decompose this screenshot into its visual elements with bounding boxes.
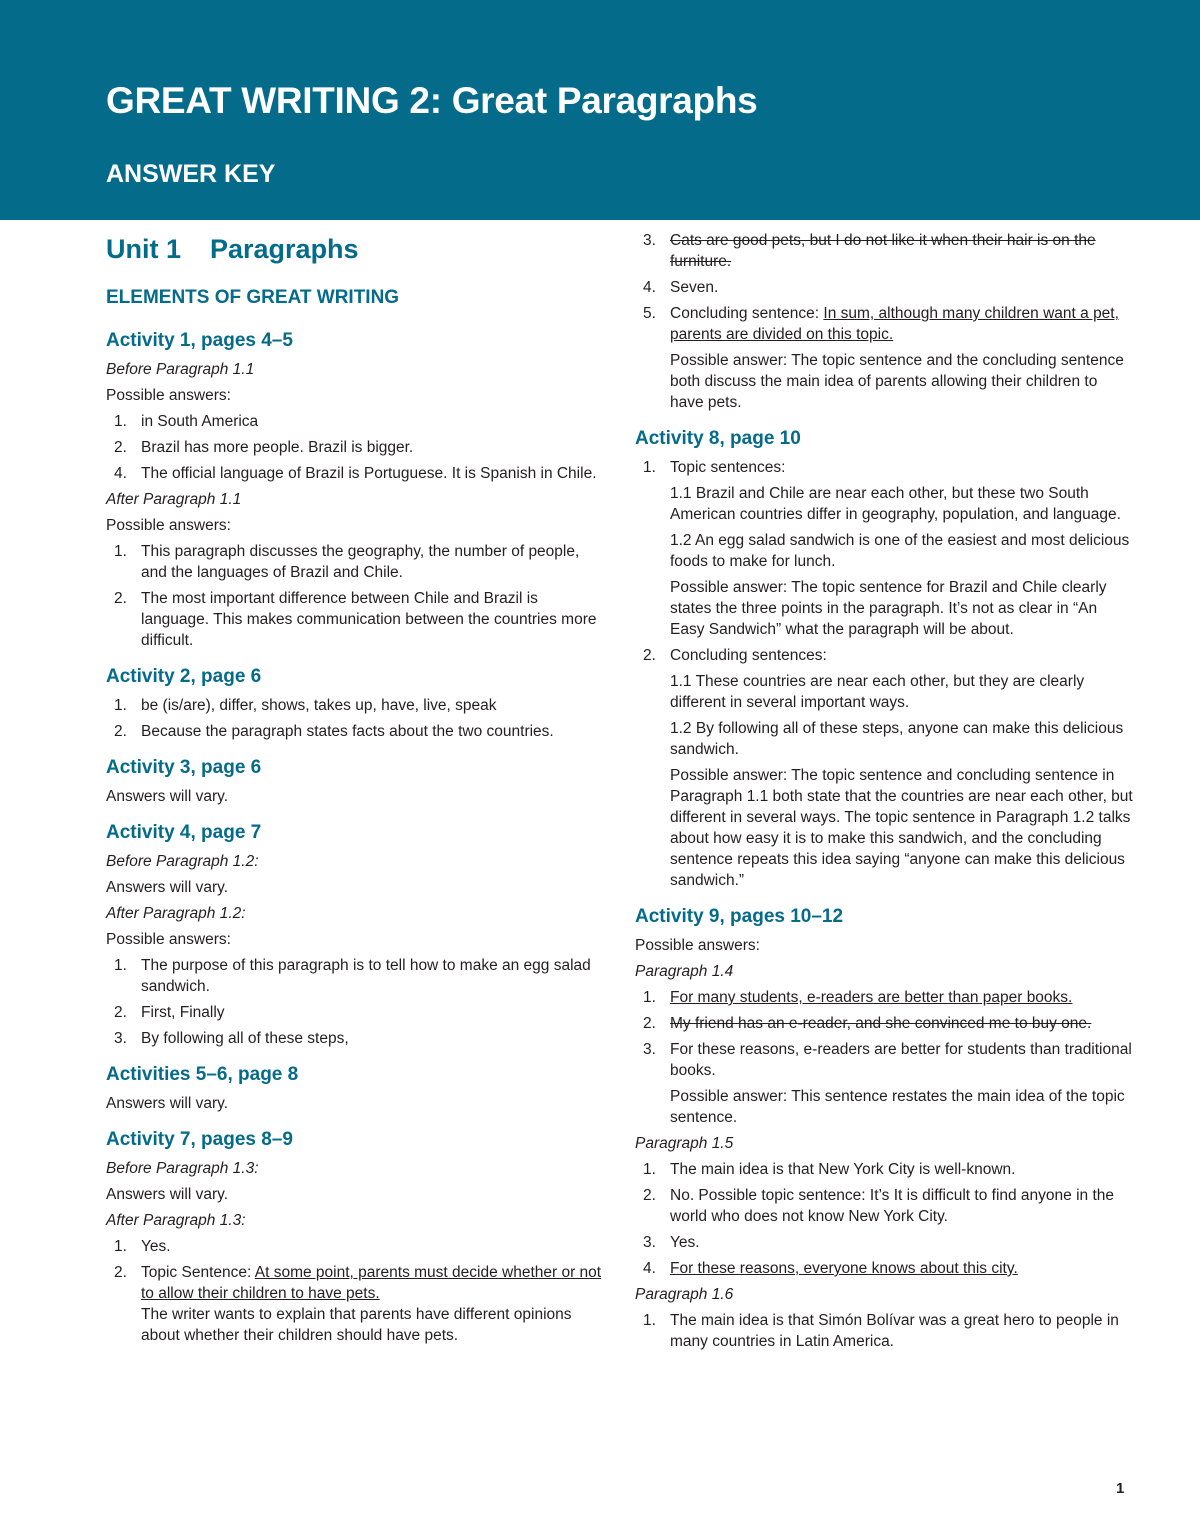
list-item: 2. My friend has an e-reader, and she convinced me to buy one.: [643, 1015, 1092, 1032]
activities-5-6-heading: Activities 5–6, page 8: [106, 1064, 299, 1085]
list-item: 2. Because the paragraph states facts about the two countries.: [114, 723, 554, 740]
list-item: 3. Cats are good pets, but I do not like it when their hair is on the furniture.: [643, 232, 1096, 270]
answer-list: [106, 541, 606, 651]
activity-4-heading: Activity 4, page 7: [106, 822, 262, 843]
topic-sentence-1-2: 1.2 An egg salad sandwich is one of the easiest and most delicious foods to make for lunch.: [670, 532, 1130, 570]
answer-list: [106, 411, 606, 484]
answer-text: Answers will vary.: [106, 788, 229, 805]
unit-name: Paragraphs: [210, 234, 359, 264]
answer-text: Answers will vary.: [106, 1186, 229, 1203]
answer-list: [106, 695, 606, 742]
before-paragraph-label: Before Paragraph 1.1: [106, 361, 255, 378]
document-title: GREAT WRITING 2: Great Paragraphs: [106, 80, 758, 121]
answer-list: [106, 955, 606, 1049]
answer-list: [106, 1236, 606, 1346]
list-item: 1. Yes.: [114, 1238, 171, 1255]
list-item: 1. Topic sentences:: [643, 459, 786, 476]
list-item: 1. be (is/are), differ, shows, takes up, have, live, speak: [114, 697, 497, 714]
list-item: 3. By following all of these steps,: [114, 1030, 349, 1047]
possible-answers-label: Possible answers:: [106, 931, 231, 948]
activity-3-heading: Activity 3, page 6: [106, 757, 262, 778]
possible-answer: Possible answer: The topic sentence for Brazil and Chile clearly states the three points in the paragraph. It’s not as clear in “An Easy Sandwich” what the paragraph will be about.: [670, 579, 1107, 638]
list-item: 5. Concluding sentence: In sum, although many children want a pet, parents are divided on this topic.: [643, 305, 1119, 343]
list-item: 1. in South America: [114, 413, 259, 430]
activity-7-heading: Activity 7, pages 8–9: [106, 1129, 293, 1150]
list-item: 1. The main idea is that New York City is well-known.: [643, 1161, 1016, 1178]
document-subtitle: ANSWER KEY: [106, 160, 276, 188]
possible-answers-label: Possible answers:: [635, 937, 760, 954]
possible-answer: Possible answer: The topic sentence and the concluding sentence both discuss the main idea of parents allowing their children to have pets.: [670, 352, 1124, 411]
after-paragraph-label: After Paragraph 1.3:: [106, 1212, 246, 1229]
list-item: 2. Concluding sentences:: [643, 647, 827, 664]
list-item: 3. For these reasons, e-readers are better for students than traditional books.: [643, 1041, 1132, 1079]
topic-sentence-1-1: 1.1 Brazil and Chile are near each other, but these two South American countries differ in geography, population, and language.: [670, 485, 1121, 523]
answer-list: [635, 1310, 1135, 1352]
paragraph-1-5-label: Paragraph 1.5: [635, 1135, 734, 1152]
list-item: 1. For many students, e-readers are better than paper books.: [643, 989, 1073, 1006]
struck-sentence: Cats are good pets, but I do not like it when their hair is on the furniture.: [670, 232, 1096, 270]
before-paragraph-label: Before Paragraph 1.3:: [106, 1160, 259, 1177]
list-item: 4. Seven.: [643, 279, 719, 296]
list-item: 4. For these reasons, everyone knows about this city.: [643, 1260, 1018, 1277]
list-item: 2. No. Possible topic sentence: It’s It is difficult to find anyone in the world who does not know New York City.: [643, 1187, 1115, 1225]
answer-text: Answers will vary.: [106, 1095, 229, 1112]
underlined-concluding-sentence: In sum, although many children want a pet, parents are divided on this topic.: [670, 305, 1119, 343]
possible-answers-label: Possible answers:: [106, 517, 231, 534]
list-item: 4. The official language of Brazil is Portuguese. It is Spanish in Chile.: [114, 465, 597, 482]
list-item: 2. Brazil has more people. Brazil is bigger.: [114, 439, 414, 456]
activity-9-heading: Activity 9, pages 10–12: [635, 906, 844, 927]
activity-8-heading: Activity 8, page 10: [635, 428, 801, 449]
possible-answer: Possible answer: The topic sentence and concluding sentence in Paragraph 1.1 both state that the countries are near each other, but different in several ways. The topic sentence in Paragraph 1.2 talks about how easy it is to make this sandwich, and the concluding sentence repeats this idea saying “anyone can make this delicious sandwich.”: [670, 767, 1133, 889]
paragraph-1-4-label: Paragraph 1.4: [635, 963, 734, 980]
unit-number: Unit 1: [106, 234, 182, 264]
activity-1-heading: Activity 1, pages 4–5: [106, 330, 293, 351]
underlined-topic-sentence: At some point, parents must decide whether or not to allow their children to have pets.: [141, 1264, 602, 1302]
before-paragraph-label: Before Paragraph 1.2:: [106, 853, 259, 870]
paragraph-1-6-label: Paragraph 1.6: [635, 1286, 734, 1303]
answer-list: [635, 457, 1135, 478]
possible-answers-label: Possible answers:: [106, 387, 231, 404]
page-number: 1: [1116, 1480, 1125, 1497]
list-item: 1. The purpose of this paragraph is to tell how to make an egg salad sandwich.: [114, 957, 591, 995]
answer-list: [635, 230, 1135, 345]
answer-list: [635, 987, 1135, 1081]
list-item: 2. First, Finally: [114, 1004, 225, 1021]
concluding-sentence-1-1: 1.1 These countries are near each other, but they are clearly different in several important ways.: [670, 673, 1085, 711]
list-item: 3. Yes.: [643, 1234, 700, 1251]
list-item: 1. This paragraph discusses the geography, the number of people, and the languages of Brazil and Chile.: [114, 543, 580, 581]
possible-answer: Possible answer: This sentence restates the main idea of the topic sentence.: [670, 1088, 1125, 1126]
list-item: 1. The main idea is that Simón Bolívar was a great hero to people in many countries in Latin America.: [643, 1312, 1119, 1350]
after-paragraph-label: After Paragraph 1.2:: [106, 905, 246, 922]
left-column: [106, 230, 606, 1346]
right-column: [635, 230, 1135, 1352]
list-item: 2. The most important difference between Chile and Brazil is language. This makes communication between the countries more difficult.: [114, 590, 597, 649]
section-heading: ELEMENTS OF GREAT WRITING: [106, 287, 400, 308]
list-item: 2. Topic Sentence: At some point, parents must decide whether or not to allow their children to have pets. The writer wants to explain that parents have different opinions about whether their children should have pets.: [114, 1264, 602, 1344]
header-banner: [0, 0, 1200, 220]
answer-text: Answers will vary.: [106, 879, 229, 896]
answer-list: [635, 645, 1135, 666]
answer-list: [635, 1159, 1135, 1279]
after-paragraph-label: After Paragraph 1.1: [106, 491, 242, 508]
activity-2-heading: Activity 2, page 6: [106, 666, 262, 687]
unit-heading: [106, 234, 606, 265]
concluding-sentence-1-2: 1.2 By following all of these steps, anyone can make this delicious sandwich.: [670, 720, 1124, 758]
